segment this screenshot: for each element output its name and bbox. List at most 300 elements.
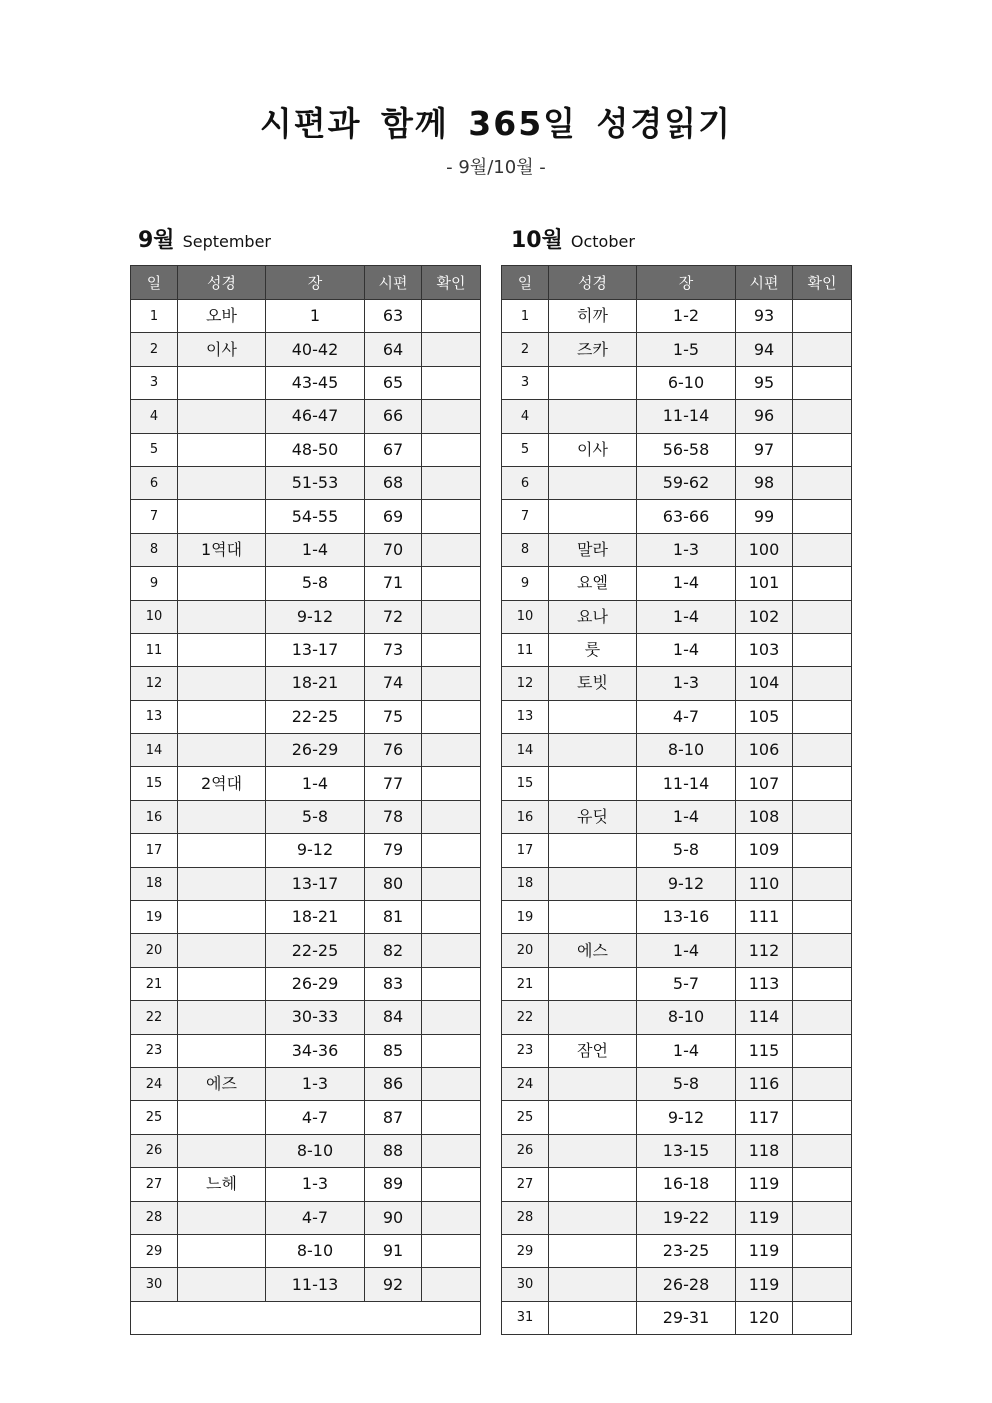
book-cell — [549, 767, 637, 800]
empty-cell — [131, 1301, 481, 1334]
check-cell[interactable] — [422, 867, 481, 900]
chapter-cell: 22-25 — [266, 700, 365, 733]
psalm-cell: 115 — [736, 1034, 793, 1067]
book-cell — [549, 967, 637, 1000]
check-cell[interactable] — [793, 1268, 852, 1301]
header-book: 성경 — [549, 266, 637, 300]
psalm-cell: 87 — [365, 1101, 422, 1134]
book-cell — [178, 1268, 266, 1301]
check-cell[interactable] — [793, 967, 852, 1000]
check-cell[interactable] — [422, 767, 481, 800]
chapter-cell: 11-13 — [266, 1268, 365, 1301]
check-cell[interactable] — [793, 433, 852, 466]
book-cell: 이사 — [178, 333, 266, 366]
book-cell: 요나 — [549, 600, 637, 633]
day-cell: 21 — [131, 967, 178, 1000]
check-cell[interactable] — [793, 333, 852, 366]
check-cell[interactable] — [793, 1101, 852, 1134]
book-cell — [178, 466, 266, 499]
psalm-cell: 90 — [365, 1201, 422, 1234]
table-row — [131, 1201, 481, 1234]
check-cell[interactable] — [793, 901, 852, 934]
header-chapter: 장 — [266, 266, 365, 300]
chapter-cell: 1-4 — [637, 567, 736, 600]
table-header-row — [502, 266, 852, 300]
check-cell[interactable] — [793, 533, 852, 566]
chapter-cell: 9-12 — [266, 600, 365, 633]
psalm-cell: 116 — [736, 1067, 793, 1100]
psalm-cell: 120 — [736, 1301, 793, 1334]
chapter-cell: 13-16 — [637, 901, 736, 934]
check-cell[interactable] — [422, 1201, 481, 1234]
psalm-cell: 102 — [736, 600, 793, 633]
chapter-cell: 1-4 — [637, 934, 736, 967]
check-cell[interactable] — [422, 901, 481, 934]
psalm-cell: 88 — [365, 1134, 422, 1167]
day-cell: 6 — [502, 466, 549, 499]
table-row — [131, 567, 481, 600]
day-cell: 18 — [131, 867, 178, 900]
table-row — [502, 1301, 852, 1334]
october-heading — [511, 223, 635, 254]
psalm-cell: 64 — [365, 333, 422, 366]
chapter-cell: 13-15 — [637, 1134, 736, 1167]
book-cell — [549, 1101, 637, 1134]
table-row — [502, 1001, 852, 1034]
psalm-cell: 67 — [365, 433, 422, 466]
chapter-cell: 1-2 — [637, 300, 736, 333]
table-row — [131, 366, 481, 399]
book-cell — [178, 366, 266, 399]
table-row — [502, 567, 852, 600]
check-cell[interactable] — [422, 800, 481, 833]
empty-filler-row — [131, 1301, 481, 1334]
day-cell: 14 — [131, 734, 178, 767]
chapter-cell: 19-22 — [637, 1201, 736, 1234]
psalm-cell: 83 — [365, 967, 422, 1000]
table-row — [502, 400, 852, 433]
day-cell: 20 — [131, 934, 178, 967]
check-cell[interactable] — [422, 1268, 481, 1301]
psalm-cell: 96 — [736, 400, 793, 433]
check-cell[interactable] — [422, 1101, 481, 1134]
book-cell — [549, 901, 637, 934]
september-reading-table — [130, 265, 481, 1335]
psalm-cell: 119 — [736, 1168, 793, 1201]
book-cell — [549, 700, 637, 733]
chapter-cell: 8-10 — [266, 1234, 365, 1267]
check-cell[interactable] — [793, 767, 852, 800]
day-cell: 26 — [502, 1134, 549, 1167]
table-row — [131, 300, 481, 333]
check-cell[interactable] — [793, 734, 852, 767]
header-day: 일 — [131, 266, 178, 300]
psalm-cell: 81 — [365, 901, 422, 934]
psalm-cell: 112 — [736, 934, 793, 967]
book-cell — [178, 567, 266, 600]
check-cell[interactable] — [422, 600, 481, 633]
book-cell — [178, 1034, 266, 1067]
book-cell — [178, 934, 266, 967]
check-cell[interactable] — [422, 1067, 481, 1100]
table-row — [131, 1168, 481, 1201]
day-cell: 4 — [502, 400, 549, 433]
header-chapter: 장 — [637, 266, 736, 300]
day-cell: 17 — [502, 834, 549, 867]
chapter-cell: 18-21 — [266, 901, 365, 934]
chapter-cell: 5-7 — [637, 967, 736, 1000]
october-reading-table — [501, 265, 852, 1335]
book-cell — [549, 1201, 637, 1234]
chapter-cell: 8-10 — [637, 734, 736, 767]
book-cell — [178, 400, 266, 433]
chapter-cell: 56-58 — [637, 433, 736, 466]
day-cell: 15 — [131, 767, 178, 800]
chapter-cell: 59-62 — [637, 466, 736, 499]
psalm-cell: 91 — [365, 1234, 422, 1267]
book-cell: 오바 — [178, 300, 266, 333]
table-row — [502, 1034, 852, 1067]
psalm-cell: 68 — [365, 466, 422, 499]
check-cell[interactable] — [793, 1301, 852, 1334]
psalm-cell: 86 — [365, 1067, 422, 1100]
chapter-cell: 51-53 — [266, 466, 365, 499]
check-cell[interactable] — [422, 633, 481, 666]
book-cell — [549, 1001, 637, 1034]
table-row — [131, 400, 481, 433]
book-cell — [178, 500, 266, 533]
table-row — [131, 934, 481, 967]
check-cell[interactable] — [793, 466, 852, 499]
chapter-cell: 26-29 — [266, 734, 365, 767]
psalm-cell: 80 — [365, 867, 422, 900]
table-row — [131, 466, 481, 499]
chapter-cell: 1-3 — [266, 1067, 365, 1100]
book-cell: 에스 — [549, 934, 637, 967]
chapter-cell: 1-3 — [637, 533, 736, 566]
chapter-cell: 9-12 — [637, 867, 736, 900]
check-cell[interactable] — [422, 1134, 481, 1167]
check-cell[interactable] — [793, 867, 852, 900]
day-cell: 24 — [131, 1067, 178, 1100]
check-cell[interactable] — [793, 1168, 852, 1201]
book-cell: 느헤 — [178, 1168, 266, 1201]
psalm-cell: 69 — [365, 500, 422, 533]
table-row — [502, 633, 852, 666]
psalm-cell: 110 — [736, 867, 793, 900]
check-cell[interactable] — [422, 1234, 481, 1267]
check-cell[interactable] — [793, 934, 852, 967]
day-cell: 16 — [131, 800, 178, 833]
check-cell[interactable] — [422, 333, 481, 366]
table-row — [502, 333, 852, 366]
check-cell[interactable] — [422, 500, 481, 533]
chapter-cell: 5-8 — [266, 567, 365, 600]
day-cell: 24 — [502, 1067, 549, 1100]
check-cell[interactable] — [793, 1134, 852, 1167]
chapter-cell: 11-14 — [637, 767, 736, 800]
page-title: 시편과 함께 365일 성경읽기 — [259, 104, 733, 143]
day-cell: 19 — [502, 901, 549, 934]
chapter-cell: 34-36 — [266, 1034, 365, 1067]
day-cell: 19 — [131, 901, 178, 934]
chapter-cell: 43-45 — [266, 366, 365, 399]
day-cell: 3 — [502, 366, 549, 399]
psalm-cell: 76 — [365, 734, 422, 767]
table-row — [131, 667, 481, 700]
psalm-cell: 79 — [365, 834, 422, 867]
check-cell[interactable] — [422, 433, 481, 466]
check-cell[interactable] — [793, 1067, 852, 1100]
chapter-cell: 8-10 — [266, 1134, 365, 1167]
check-cell[interactable] — [422, 1034, 481, 1067]
psalm-cell: 71 — [365, 567, 422, 600]
psalm-cell: 99 — [736, 500, 793, 533]
table-row — [131, 633, 481, 666]
month-english-label: September — [182, 232, 271, 251]
check-cell[interactable] — [422, 1001, 481, 1034]
chapter-cell: 46-47 — [266, 400, 365, 433]
book-cell — [178, 1001, 266, 1034]
chapter-cell: 1-4 — [637, 633, 736, 666]
book-cell — [549, 834, 637, 867]
table-row — [502, 734, 852, 767]
chapter-cell: 9-12 — [266, 834, 365, 867]
book-cell: 토빗 — [549, 667, 637, 700]
book-cell — [178, 967, 266, 1000]
table-row — [131, 1101, 481, 1134]
table-row — [502, 300, 852, 333]
day-cell: 31 — [502, 1301, 549, 1334]
psalm-cell: 77 — [365, 767, 422, 800]
day-cell: 2 — [502, 333, 549, 366]
check-cell[interactable] — [793, 1201, 852, 1234]
day-cell: 7 — [502, 500, 549, 533]
day-cell: 23 — [131, 1034, 178, 1067]
header-check: 확인 — [793, 266, 852, 300]
day-cell: 10 — [502, 600, 549, 633]
check-cell[interactable] — [793, 1234, 852, 1267]
psalm-cell: 114 — [736, 1001, 793, 1034]
chapter-cell: 5-8 — [266, 800, 365, 833]
psalm-cell: 105 — [736, 700, 793, 733]
header-check: 확인 — [422, 266, 481, 300]
book-cell: 요엘 — [549, 567, 637, 600]
check-cell[interactable] — [793, 1034, 852, 1067]
check-cell[interactable] — [422, 300, 481, 333]
chapter-cell: 1-4 — [637, 800, 736, 833]
chapter-cell: 18-21 — [266, 667, 365, 700]
check-cell[interactable] — [793, 567, 852, 600]
day-cell: 12 — [131, 667, 178, 700]
day-cell: 4 — [131, 400, 178, 433]
check-cell[interactable] — [422, 700, 481, 733]
book-cell — [549, 1234, 637, 1267]
table-row — [502, 1201, 852, 1234]
day-cell: 30 — [502, 1268, 549, 1301]
psalm-cell: 109 — [736, 834, 793, 867]
check-cell[interactable] — [793, 600, 852, 633]
table-row — [131, 1001, 481, 1034]
table-row — [502, 1234, 852, 1267]
psalm-cell: 103 — [736, 633, 793, 666]
table-row — [131, 1134, 481, 1167]
chapter-cell: 22-25 — [266, 934, 365, 967]
header-book: 성경 — [178, 266, 266, 300]
table-row — [131, 500, 481, 533]
book-cell: 룻 — [549, 633, 637, 666]
chapter-cell: 63-66 — [637, 500, 736, 533]
table-row — [502, 500, 852, 533]
day-cell: 11 — [502, 633, 549, 666]
table-row — [131, 700, 481, 733]
check-cell[interactable] — [422, 934, 481, 967]
day-cell: 28 — [502, 1201, 549, 1234]
check-cell[interactable] — [793, 300, 852, 333]
check-cell[interactable] — [422, 967, 481, 1000]
check-cell[interactable] — [793, 667, 852, 700]
check-cell[interactable] — [422, 1168, 481, 1201]
check-cell[interactable] — [422, 834, 481, 867]
chapter-cell: 4-7 — [637, 700, 736, 733]
book-cell — [178, 1101, 266, 1134]
check-cell[interactable] — [422, 466, 481, 499]
psalm-cell: 82 — [365, 934, 422, 967]
check-cell[interactable] — [422, 734, 481, 767]
book-cell — [178, 1201, 266, 1234]
month-label: 10월 — [511, 228, 563, 253]
table-row — [131, 767, 481, 800]
chapter-cell: 1 — [266, 300, 365, 333]
psalm-cell: 70 — [365, 533, 422, 566]
day-cell: 17 — [131, 834, 178, 867]
table-row — [502, 867, 852, 900]
day-cell: 22 — [502, 1001, 549, 1034]
header-day: 일 — [502, 266, 549, 300]
chapter-cell: 1-4 — [637, 1034, 736, 1067]
table-row — [502, 1268, 852, 1301]
chapter-cell: 6-10 — [637, 366, 736, 399]
psalm-cell: 119 — [736, 1234, 793, 1267]
psalm-cell: 89 — [365, 1168, 422, 1201]
book-cell — [549, 867, 637, 900]
day-cell: 22 — [131, 1001, 178, 1034]
psalm-cell: 108 — [736, 800, 793, 833]
psalm-cell: 78 — [365, 800, 422, 833]
check-cell[interactable] — [422, 667, 481, 700]
chapter-cell: 5-8 — [637, 1067, 736, 1100]
table-row — [131, 734, 481, 767]
table-row — [131, 834, 481, 867]
book-cell — [549, 1067, 637, 1100]
table-row — [502, 967, 852, 1000]
psalm-cell: 106 — [736, 734, 793, 767]
check-cell[interactable] — [793, 366, 852, 399]
check-cell[interactable] — [793, 834, 852, 867]
page-subtitle: - 9월/10월 - — [446, 157, 546, 178]
check-cell[interactable] — [793, 800, 852, 833]
chapter-cell: 1-4 — [266, 767, 365, 800]
month-label: 9월 — [138, 228, 175, 253]
book-cell — [178, 600, 266, 633]
chapter-cell: 1-3 — [637, 667, 736, 700]
psalm-cell: 93 — [736, 300, 793, 333]
chapter-cell: 4-7 — [266, 1101, 365, 1134]
chapter-cell: 1-4 — [637, 600, 736, 633]
table-row — [131, 533, 481, 566]
book-cell — [549, 1268, 637, 1301]
book-cell — [178, 433, 266, 466]
day-cell: 28 — [131, 1201, 178, 1234]
psalm-cell: 101 — [736, 567, 793, 600]
table-row — [131, 1268, 481, 1301]
day-cell: 30 — [131, 1268, 178, 1301]
day-cell: 8 — [131, 533, 178, 566]
check-cell[interactable] — [793, 1001, 852, 1034]
check-cell[interactable] — [793, 500, 852, 533]
check-cell[interactable] — [793, 633, 852, 666]
table-row — [131, 333, 481, 366]
psalm-cell: 95 — [736, 366, 793, 399]
check-cell[interactable] — [422, 400, 481, 433]
table-row — [131, 967, 481, 1000]
psalm-cell: 97 — [736, 433, 793, 466]
day-cell: 9 — [502, 567, 549, 600]
chapter-cell: 8-10 — [637, 1001, 736, 1034]
header-psalm: 시편 — [736, 266, 793, 300]
table-row — [131, 901, 481, 934]
day-cell: 16 — [502, 800, 549, 833]
day-cell: 14 — [502, 734, 549, 767]
psalm-cell: 98 — [736, 466, 793, 499]
table-row — [502, 934, 852, 967]
day-cell: 27 — [502, 1168, 549, 1201]
table-row — [502, 466, 852, 499]
chapter-cell: 26-29 — [266, 967, 365, 1000]
day-cell: 12 — [502, 667, 549, 700]
table-row — [131, 1034, 481, 1067]
psalm-cell: 94 — [736, 333, 793, 366]
check-cell[interactable] — [793, 400, 852, 433]
day-cell: 23 — [502, 1034, 549, 1067]
book-cell: 1역대 — [178, 533, 266, 566]
chapter-cell: 16-18 — [637, 1168, 736, 1201]
book-cell: 히까 — [549, 300, 637, 333]
table-row — [502, 1168, 852, 1201]
chapter-cell: 26-28 — [637, 1268, 736, 1301]
book-cell — [549, 500, 637, 533]
day-cell: 5 — [131, 433, 178, 466]
book-cell: 잠언 — [549, 1034, 637, 1067]
book-cell — [549, 400, 637, 433]
book-cell — [549, 366, 637, 399]
table-row — [131, 1067, 481, 1100]
check-cell[interactable] — [422, 533, 481, 566]
header-psalm: 시편 — [365, 266, 422, 300]
check-cell[interactable] — [422, 567, 481, 600]
chapter-cell: 5-8 — [637, 834, 736, 867]
psalm-cell: 119 — [736, 1268, 793, 1301]
day-cell: 18 — [502, 867, 549, 900]
chapter-cell: 9-12 — [637, 1101, 736, 1134]
month-english-label: October — [570, 232, 635, 251]
check-cell[interactable] — [422, 366, 481, 399]
check-cell[interactable] — [793, 700, 852, 733]
day-cell: 1 — [131, 300, 178, 333]
day-cell: 20 — [502, 934, 549, 967]
book-cell: 유딧 — [549, 800, 637, 833]
day-cell: 26 — [131, 1134, 178, 1167]
